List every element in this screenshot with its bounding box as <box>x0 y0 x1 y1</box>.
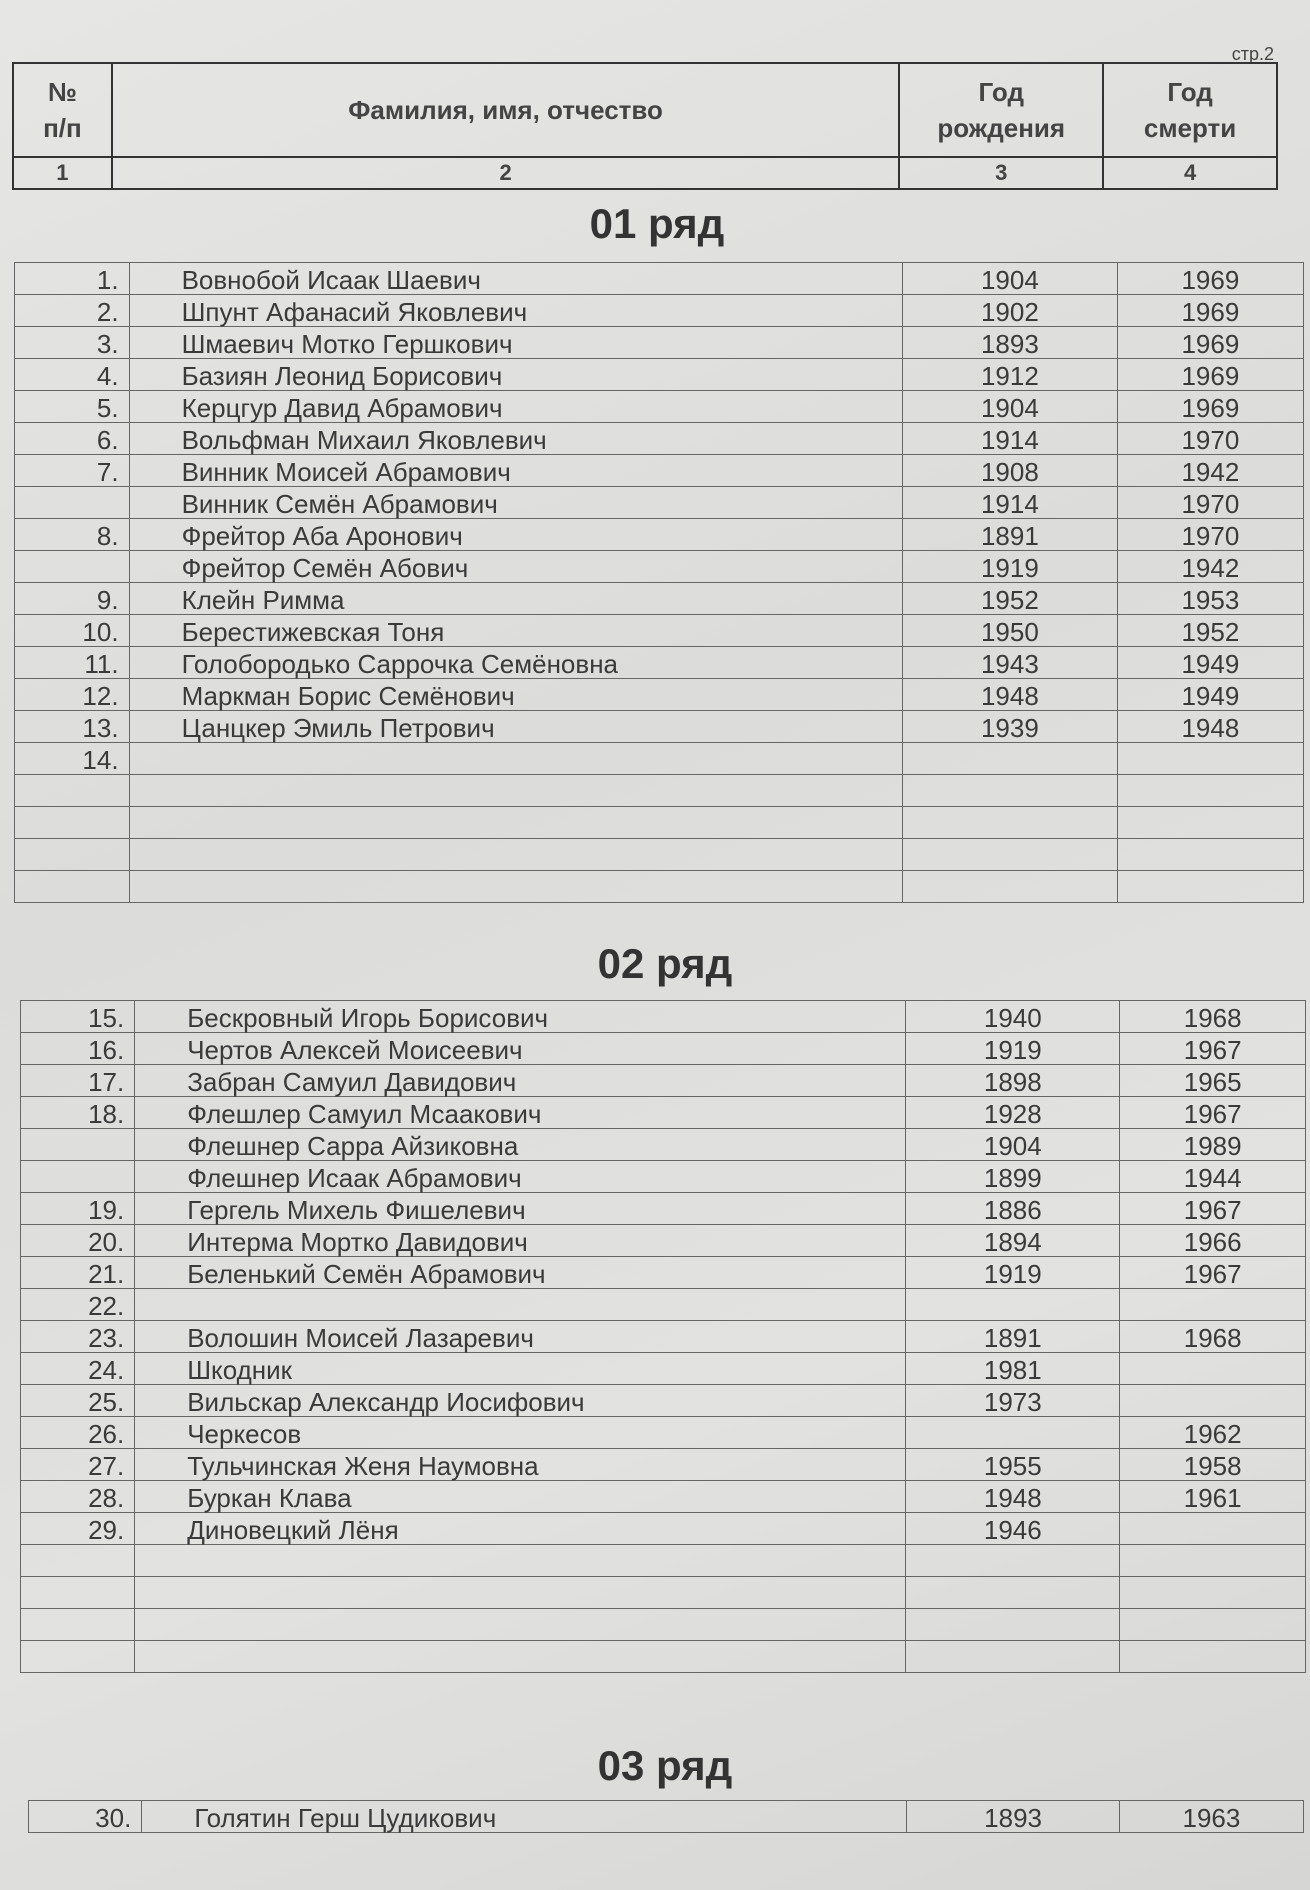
cell-number <box>15 775 130 807</box>
cell-birth-year: 1940 <box>906 1001 1120 1033</box>
cell-birth-year: 1893 <box>907 1801 1120 1833</box>
cell-death-year: 1969 <box>1117 327 1303 359</box>
cell-birth-year: 1952 <box>902 583 1117 615</box>
cell-death-year: 1958 <box>1120 1449 1306 1481</box>
cell-name: Чертов Алексей Моисеевич <box>135 1033 906 1065</box>
cell-death-year: 1967 <box>1120 1193 1306 1225</box>
cell-death-year: 1942 <box>1117 455 1303 487</box>
cell-name: Фрейтор Семён Абович <box>129 551 902 583</box>
cell-name: Вовнобой Исаак Шаевич <box>129 263 902 295</box>
cell-death-year: 1970 <box>1117 519 1303 551</box>
header-idx-3: 3 <box>899 157 1103 189</box>
cell-birth-year: 1893 <box>902 327 1117 359</box>
table-row <box>15 679 1304 711</box>
cell-birth-year <box>902 775 1117 807</box>
cell-number: 3. <box>15 327 130 359</box>
cell-number: 25. <box>21 1385 135 1417</box>
table-row <box>21 1513 1306 1545</box>
cell-name: Цанцкер Эмиль Петрович <box>129 711 902 743</box>
cell-death-year: 1970 <box>1117 423 1303 455</box>
cell-name: Шмаевич Мотко Гершкович <box>129 327 902 359</box>
table-row <box>15 743 1304 775</box>
cell-birth-year: 1891 <box>902 519 1117 551</box>
row-title-02: 02 ряд <box>597 940 733 987</box>
cell-death-year: 1969 <box>1117 263 1303 295</box>
header-birth: Год рождения <box>899 63 1103 157</box>
table-row <box>21 1289 1306 1321</box>
cell-death-year: 1970 <box>1117 487 1303 519</box>
cell-birth-year <box>906 1545 1120 1577</box>
cell-number: 8. <box>15 519 130 551</box>
table-row <box>21 1481 1306 1513</box>
cell-number: 4. <box>15 359 130 391</box>
table-row <box>21 1033 1306 1065</box>
cell-name: Забран Самуил Давидович <box>135 1065 906 1097</box>
cell-number: 30. <box>29 1801 142 1833</box>
cell-number: 5. <box>15 391 130 423</box>
cell-number: 24. <box>21 1353 135 1385</box>
cell-death-year: 1967 <box>1120 1257 1306 1289</box>
cell-number: 2. <box>15 295 130 327</box>
cell-death-year: 1969 <box>1117 295 1303 327</box>
cell-number: 18. <box>21 1097 135 1129</box>
table-row <box>21 1641 1306 1673</box>
cell-name: Голятин Герш Цудикович <box>142 1801 907 1833</box>
cell-birth-year <box>906 1641 1120 1673</box>
page-number: стр.2 <box>1231 44 1274 64</box>
cell-number <box>21 1641 135 1673</box>
cell-birth-year: 1981 <box>906 1353 1120 1385</box>
cell-number: 22. <box>21 1289 135 1321</box>
cell-birth-year <box>906 1577 1120 1609</box>
cell-birth-year: 1898 <box>906 1065 1120 1097</box>
cell-birth-year: 1886 <box>906 1193 1120 1225</box>
cell-death-year <box>1117 775 1303 807</box>
table-row <box>21 1353 1306 1385</box>
cell-birth-year <box>902 871 1117 903</box>
table-row <box>21 1577 1306 1609</box>
cell-number: 6. <box>15 423 130 455</box>
cell-name: Беленький Семён Абрамович <box>135 1257 906 1289</box>
cell-name: Шкодник <box>135 1353 906 1385</box>
table-row <box>29 1801 1304 1833</box>
cell-death-year <box>1120 1385 1306 1417</box>
cell-birth-year: 1950 <box>902 615 1117 647</box>
cell-number <box>21 1609 135 1641</box>
cell-birth-year: 1899 <box>906 1161 1120 1193</box>
cell-number: 13. <box>15 711 130 743</box>
cell-name: Бескровный Игорь Борисович <box>135 1001 906 1033</box>
table-row <box>15 807 1304 839</box>
cell-death-year: 1953 <box>1117 583 1303 615</box>
cell-number: 29. <box>21 1513 135 1545</box>
table-row <box>15 295 1304 327</box>
table-row <box>21 1225 1306 1257</box>
cell-death-year <box>1120 1289 1306 1321</box>
cell-name <box>135 1641 906 1673</box>
cell-death-year: 1967 <box>1120 1097 1306 1129</box>
cell-name <box>135 1609 906 1641</box>
cell-name: Голобородько Саррочка Семёновна <box>129 647 902 679</box>
cell-number: 21. <box>21 1257 135 1289</box>
cell-birth-year: 1973 <box>906 1385 1120 1417</box>
cell-name <box>129 775 902 807</box>
table-row <box>15 519 1304 551</box>
cell-name: Диновецкий Лёня <box>135 1513 906 1545</box>
cell-number: 27. <box>21 1449 135 1481</box>
cell-name: Базиян Леонид Борисович <box>129 359 902 391</box>
row-title-03: 03 ряд <box>597 1742 733 1789</box>
cell-birth-year: 1919 <box>902 551 1117 583</box>
table-row <box>15 359 1304 391</box>
cell-birth-year: 1908 <box>902 455 1117 487</box>
cell-name: Флешнер Исаак Абрамович <box>135 1161 906 1193</box>
cell-birth-year <box>902 839 1117 871</box>
cell-birth-year <box>906 1417 1120 1449</box>
cell-death-year <box>1117 839 1303 871</box>
cell-death-year: 1969 <box>1117 391 1303 423</box>
table-row <box>21 1001 1306 1033</box>
cell-birth-year: 1904 <box>902 263 1117 295</box>
cell-number <box>21 1129 135 1161</box>
cell-number <box>15 487 130 519</box>
cell-name <box>135 1577 906 1609</box>
cell-birth-year <box>906 1609 1120 1641</box>
section-03 <box>28 1800 1304 1833</box>
cell-birth-year: 1955 <box>906 1449 1120 1481</box>
cell-number <box>21 1577 135 1609</box>
cell-birth-year <box>906 1289 1120 1321</box>
cell-death-year: 1968 <box>1120 1321 1306 1353</box>
table-row <box>15 647 1304 679</box>
cell-name: Керцгур Давид Абрамович <box>129 391 902 423</box>
cell-death-year <box>1120 1577 1306 1609</box>
cell-birth-year: 1948 <box>902 679 1117 711</box>
cell-death-year: 1952 <box>1117 615 1303 647</box>
table-row <box>21 1257 1306 1289</box>
cell-death-year: 1963 <box>1119 1801 1303 1833</box>
cell-death-year: 1989 <box>1120 1129 1306 1161</box>
cell-death-year <box>1117 807 1303 839</box>
cell-death-year: 1968 <box>1120 1001 1306 1033</box>
table-row <box>21 1449 1306 1481</box>
cell-number <box>21 1545 135 1577</box>
cell-death-year <box>1120 1641 1306 1673</box>
table-row <box>21 1417 1306 1449</box>
cell-name <box>129 807 902 839</box>
cell-number: 7. <box>15 455 130 487</box>
cell-number: 19. <box>21 1193 135 1225</box>
cell-death-year: 1962 <box>1120 1417 1306 1449</box>
cell-death-year <box>1120 1353 1306 1385</box>
cell-death-year: 1965 <box>1120 1065 1306 1097</box>
cell-number: 12. <box>15 679 130 711</box>
cell-number: 28. <box>21 1481 135 1513</box>
table-row <box>15 871 1304 903</box>
cell-number <box>15 871 130 903</box>
cell-birth-year <box>902 743 1117 775</box>
cell-number: 16. <box>21 1033 135 1065</box>
cell-birth-year: 1902 <box>902 295 1117 327</box>
cell-birth-year: 1904 <box>902 391 1117 423</box>
cell-number: 15. <box>21 1001 135 1033</box>
table-row <box>15 839 1304 871</box>
cell-birth-year: 1946 <box>906 1513 1120 1545</box>
table-row <box>21 1193 1306 1225</box>
cell-number <box>21 1161 135 1193</box>
cell-number <box>15 551 130 583</box>
cell-birth-year: 1939 <box>902 711 1117 743</box>
cell-name: Клейн Римма <box>129 583 902 615</box>
cell-death-year: 1969 <box>1117 359 1303 391</box>
cell-death-year: 1966 <box>1120 1225 1306 1257</box>
cell-name: Вольфман Михаил Яковлевич <box>129 423 902 455</box>
cell-name: Гергель Михель Фишелевич <box>135 1193 906 1225</box>
header-idx-1: 1 <box>13 157 112 189</box>
table-row <box>15 327 1304 359</box>
cell-name: Берестижевская Тоня <box>129 615 902 647</box>
table-row <box>15 551 1304 583</box>
cell-birth-year: 1928 <box>906 1097 1120 1129</box>
cell-birth-year: 1894 <box>906 1225 1120 1257</box>
table-row <box>15 423 1304 455</box>
cell-name: Маркман Борис Семёнович <box>129 679 902 711</box>
cell-death-year: 1961 <box>1120 1481 1306 1513</box>
table-row <box>21 1161 1306 1193</box>
cell-name <box>135 1545 906 1577</box>
cell-number <box>15 839 130 871</box>
cell-number: 20. <box>21 1225 135 1257</box>
table-row <box>15 391 1304 423</box>
cell-name: Тульчинская Женя Наумовна <box>135 1449 906 1481</box>
cell-birth-year: 1914 <box>902 423 1117 455</box>
table-row <box>21 1065 1306 1097</box>
table-row <box>21 1545 1306 1577</box>
cell-number: 14. <box>15 743 130 775</box>
cell-number: 1. <box>15 263 130 295</box>
cell-name: Буркан Клава <box>135 1481 906 1513</box>
cell-birth-year: 1914 <box>902 487 1117 519</box>
cell-birth-year: 1919 <box>906 1257 1120 1289</box>
section-01 <box>14 262 1304 903</box>
section-02 <box>20 1000 1306 1673</box>
header-idx-2: 2 <box>112 157 899 189</box>
cell-name: Шпунт Афанасий Яковлевич <box>129 295 902 327</box>
cell-name <box>129 871 902 903</box>
cell-name: Волошин Моисей Лазаревич <box>135 1321 906 1353</box>
table-header <box>12 62 1278 190</box>
cell-number: 23. <box>21 1321 135 1353</box>
cell-name: Фрейтор Аба Аронович <box>129 519 902 551</box>
cell-birth-year: 1912 <box>902 359 1117 391</box>
cell-name: Интерма Мортко Давидович <box>135 1225 906 1257</box>
table-row <box>21 1097 1306 1129</box>
cell-birth-year: 1904 <box>906 1129 1120 1161</box>
cell-name: Винник Моисей Абрамович <box>129 455 902 487</box>
cell-name: Вильскар Александр Иосифович <box>135 1385 906 1417</box>
cell-birth-year: 1943 <box>902 647 1117 679</box>
cell-death-year <box>1120 1609 1306 1641</box>
table-row <box>21 1129 1306 1161</box>
cell-name: Флешлер Самуил Мсаакович <box>135 1097 906 1129</box>
cell-number: 11. <box>15 647 130 679</box>
table-row <box>21 1385 1306 1417</box>
cell-birth-year: 1919 <box>906 1033 1120 1065</box>
cell-name: Винник Семён Абрамович <box>129 487 902 519</box>
table-row <box>15 775 1304 807</box>
cell-name <box>129 839 902 871</box>
cell-birth-year: 1948 <box>906 1481 1120 1513</box>
row-title-01: 01 ряд <box>589 200 725 247</box>
header-name: Фамилия, имя, отчество <box>112 63 899 157</box>
cell-death-year: 1967 <box>1120 1033 1306 1065</box>
cell-death-year: 1949 <box>1117 647 1303 679</box>
cell-death-year <box>1120 1545 1306 1577</box>
table-row <box>21 1321 1306 1353</box>
cell-death-year: 1948 <box>1117 711 1303 743</box>
cell-death-year: 1944 <box>1120 1161 1306 1193</box>
header-idx-4: 4 <box>1103 157 1277 189</box>
cell-name: Флешнер Сарра Айзиковна <box>135 1129 906 1161</box>
cell-name <box>135 1289 906 1321</box>
header-death: Год смерти <box>1103 63 1277 157</box>
cell-number <box>15 807 130 839</box>
table-row <box>15 583 1304 615</box>
cell-birth-year: 1891 <box>906 1321 1120 1353</box>
cell-death-year <box>1117 743 1303 775</box>
cell-number: 10. <box>15 615 130 647</box>
header-num: № п/п <box>13 63 112 157</box>
cell-name <box>129 743 902 775</box>
table-row <box>15 263 1304 295</box>
cell-birth-year <box>902 807 1117 839</box>
table-row <box>21 1609 1306 1641</box>
cell-death-year: 1942 <box>1117 551 1303 583</box>
cell-number: 17. <box>21 1065 135 1097</box>
cell-name: Черкесов <box>135 1417 906 1449</box>
cell-number: 9. <box>15 583 130 615</box>
table-row <box>15 455 1304 487</box>
cell-death-year: 1949 <box>1117 679 1303 711</box>
cell-number: 26. <box>21 1417 135 1449</box>
cell-death-year <box>1120 1513 1306 1545</box>
cell-death-year <box>1117 871 1303 903</box>
table-row <box>15 711 1304 743</box>
table-row <box>15 615 1304 647</box>
table-row <box>15 487 1304 519</box>
